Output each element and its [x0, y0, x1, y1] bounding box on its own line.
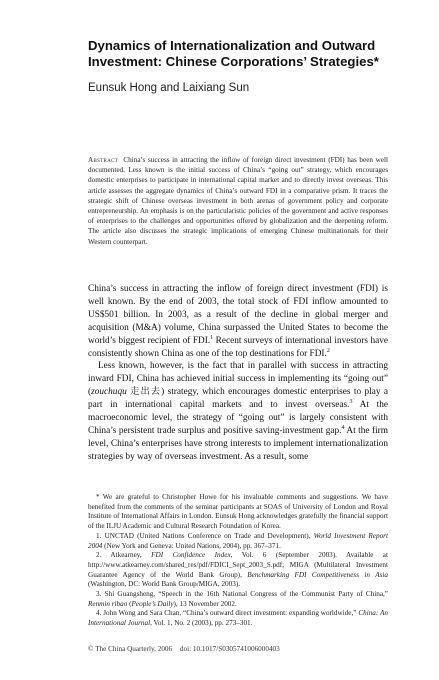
footnote-4-title: China: An International Journal: [88, 609, 388, 628]
chinese-term: 走出去: [126, 387, 162, 398]
copyright-notice: © The China Quarterly, 2006: [88, 645, 173, 653]
abstract: [88, 155, 388, 247]
footnotes: [88, 493, 388, 629]
page-footer: [88, 645, 388, 653]
footnote-1-text-b: (New York and Geneva: United Nations, 2004), pp. 367–371.: [102, 541, 281, 550]
body-paragraph-2-text-a: Less known, however, is the fact that in parallel with success in attracting inward FDI, China has achieved initial success in implementing its “going out” (: [88, 361, 388, 398]
abstract-label: Abstract: [88, 156, 119, 164]
footnote-3: [88, 590, 388, 609]
footnote-3-title: Renmin ribao: [88, 599, 128, 608]
footnote-2-text-c: (Washington, DC: World Bank Group/MIGA, 2003).: [88, 580, 241, 589]
footnote-1-title: World Investment Report 2004: [88, 531, 388, 550]
footnote-1-text-a: 1. UNCTAD (United Nations Conference on Trade and Development),: [96, 531, 314, 540]
footnote-2: [88, 551, 388, 590]
footnote-ref-2[interactable]: 2: [326, 347, 330, 354]
body-paragraph-2: [88, 360, 388, 463]
footnote-ref-3[interactable]: 3: [349, 399, 353, 406]
footnote-4: [88, 609, 388, 628]
footnote-2-title: FDI Confidence Index: [151, 551, 231, 560]
abstract-text: China’s success in attracting the inflow of foreign direct investment (FDI) has been well documented. Less known is the initial success of China’s “going out” strategy, which encourages domestic enterprises to participate in international capital market and to directly invest overseas. This article assesses the aggregate dynamics of China’s outward FDI in a comparative prism. It traces the strategic shift of Chinese overseas investment in both arenas of government policy and corporate entrepreneurship. An emphasis is on the particularistic policies of the government and active responses of enterprises to the challenges and opportunities offered by globalization and the deepening reform. The article also discusses the strategic implications of emerging Chinese multinationals for their Western counterpart.: [88, 156, 388, 246]
footnote-3-text-a: 3. Shi Guangsheng, “Speech in the 16th National Congress of the Communist Party of China,”: [96, 590, 388, 599]
article-authors: Eunsuk Hong and Laixiang Sun: [88, 82, 250, 94]
body-paragraph-2-text-d: At the firm level, China’s enterprises have strong interests to implement internationalization strategies by way of overseas investment. As a result, some: [88, 425, 388, 462]
body-paragraph-1: [88, 283, 388, 360]
footnote-1: [88, 532, 388, 551]
doi-link[interactable]: doi: 10.1017/S0305741006000403: [179, 645, 280, 653]
body-paragraph-2-text-b: ) strategy, which encourages domestic enterprises to play a part in international capital markets and to invest overseas.: [88, 387, 388, 411]
body-text: [88, 283, 388, 464]
footnote-ref-1[interactable]: 1: [210, 334, 214, 341]
body-paragraph-2-text-c: At the macroeconomic level, the strategy of “going out” is largely consistent with China’s persistent trade surplus and positive saving-investment gap.: [88, 400, 388, 436]
footnote-3-text-b: (: [127, 599, 132, 608]
pinyin-term: zouchuqu: [91, 387, 127, 398]
footnote-3-title-2: People’s Daily: [131, 599, 174, 608]
footnote-ref-4[interactable]: 4: [341, 424, 345, 431]
footnote-3-text-c: ), 13 November 2002.: [173, 599, 237, 608]
footnote-acknowledgement: * We are grateful to Christopher Howe for his invaluable comments and suggestions. We have benefited from the comments of the seminar participants at SOAS of University of London and Royal Institute of International Affairs in London. Eunsuk Hong acknowledges gratefully the financial support of the ILJU Academic and Cultural Research Foundation of Korea.: [88, 493, 388, 531]
body-paragraph-1-text-b: Recent surveys of international investors have consistently shown China as one of the top destinations for FDI.: [88, 335, 388, 359]
footnote-2-title-2: Benchmarking FDI Competitiveness in Asia: [247, 570, 388, 579]
article-title: Dynamics of Internationalization and Outward Investment: Chinese Corporations’ Strategies*: [88, 38, 379, 69]
footnote-2-text-b[interactable]: , Vol. 6 (September 2003). Available at http://www.atkearney.com/shared_res/pdf/FDICI_Sept_2003_S.pdf; MIGA (Multilateral Investment Guarantee Agency of the World Bank Group),: [88, 551, 388, 579]
footnote-4-text-b: , Vol. 1, No. 2 (2003), pp. 273–301.: [150, 619, 253, 628]
footnote-2-text-a: 2. Atkearney,: [96, 551, 152, 560]
body-paragraph-1-text-a: China’s success in attracting the inflow of foreign direct investment (FDI) is well known. By the end of 2003, the total stock of FDI inflow amounted to US$501 billion. In 2003, as a result of the decline in global merger and acquisition (M&A) volume, China surpassed the United States to become the world’s biggest recipient of FDI.: [88, 284, 388, 346]
footnote-4-text-a: 4. John Wong and Sara Chan, “China’s outward direct investment: expanding worldwide,”: [96, 609, 359, 618]
